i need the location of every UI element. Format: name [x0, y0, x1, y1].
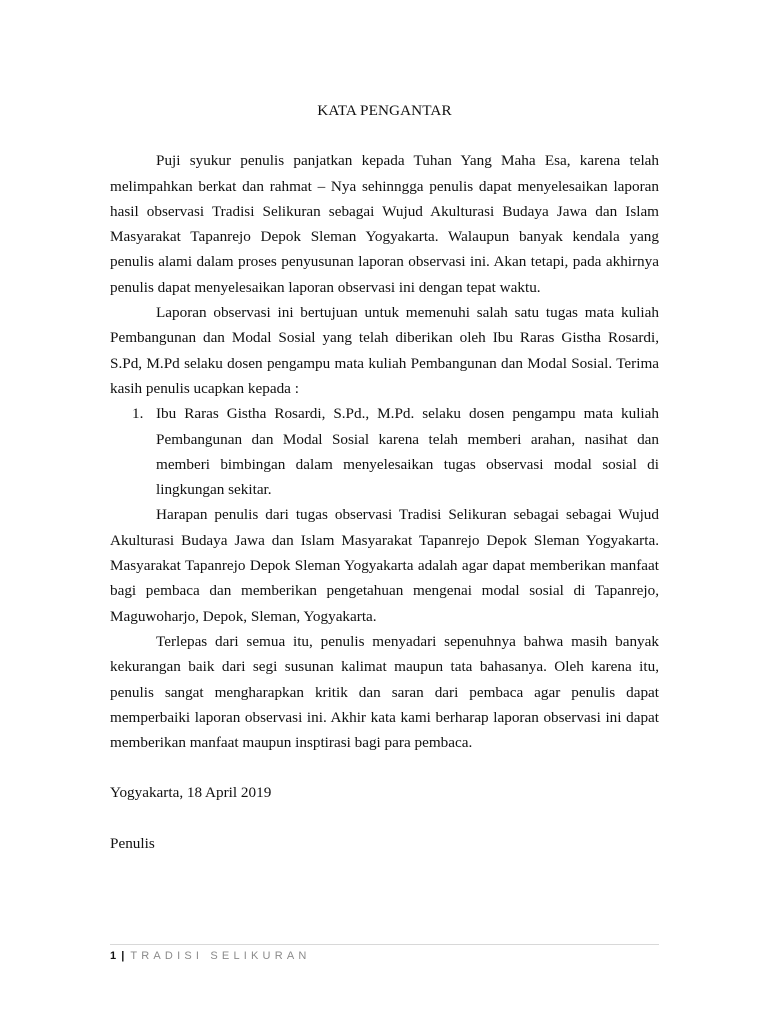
- list-item: [110, 401, 659, 502]
- paragraph-purpose: Laporan observasi ini bertujuan untuk memenuhi salah satu tugas mata kuliah Pembangunan dan Modal Sosial yang telah diberikan oleh Ibu Raras Gistha Rosardi, S.Pd, M.Pd selaku dosen pengampu mata kuliah Pembangunan dan Modal Sosial. Terima kasih penulis ucapkan kepada :: [110, 304, 659, 397]
- paragraph-hope: Harapan penulis dari tugas observasi Tradisi Selikuran sebagai sebagai Wujud Akulturasi Budaya Jawa dan Islam Masyarakat Tapanrejo Depok Sleman Yogyakarta. Masyarakat Tapanrejo Depok Sleman Yogyakarta adalah agar dapat memberikan manfaat bagi pembaca dan memberikan pengetahuan mengenai modal sosial di Tapanrejo, Maguwoharjo, Depok, Sleman, Yogyakarta.: [110, 506, 659, 625]
- paragraph-intro: Puji syukur penulis panjatkan kepada Tuhan Yang Maha Esa, karena telah melimpahkan berkat dan rahmat – Nya sehinngga penulis dapat menyelesaikan laporan hasil observasi Tradisi Selikuran sebagai Wujud Akulturasi Budaya Jawa dan Islam Masyarakat Tapanrejo Depok Sleman Yogyakarta. Walaupun banyak kendala yang penulis alami dalam proses penyusunan laporan observasi ini. Akan tetapi, pada akhirnya penulis dapat menyelesaikan laporan observasi ini dengan tepat waktu.: [110, 152, 659, 296]
- footer-running-title: TRADISI SELIKURAN: [130, 950, 311, 962]
- place-date: Yogyakarta, 18 April 2019: [110, 784, 272, 802]
- document-body: [110, 98, 659, 856]
- signer-label: Penulis: [110, 834, 155, 852]
- footer-separator: |: [121, 950, 125, 962]
- page-footer: [110, 944, 659, 963]
- list-item-text: Ibu Raras Gistha Rosardi, S.Pd., M.Pd. selaku dosen pengampu mata kuliah Pembangunan dan Modal Sosial karena telah memberi arahan, nasihat dan memberi bimbingan dalam menyelesaikan tugas observasi modal sosial di lingkungan sekitar.: [156, 405, 659, 499]
- paragraph-closing: Terlepas dari semua itu, penulis menyadari sepenuhnya bahwa masih banyak kekurangan baik dari segi susunan kalimat maupun tata bahasanya. Oleh karena itu, penulis sangat mengharapkan kritik dan saran dari pembaca agar penulis dapat memperbaiki laporan observasi ini. Akhir kata kami berharap laporan observasi ini dapat memberikan manfaat maupun insptirasi bagi para pembaca.: [110, 632, 659, 752]
- footer-page-number: 1: [110, 950, 117, 962]
- thanks-list: [110, 401, 659, 502]
- list-item-number: 1.: [132, 405, 144, 423]
- page-title: KATA PENGANTAR: [317, 102, 452, 119]
